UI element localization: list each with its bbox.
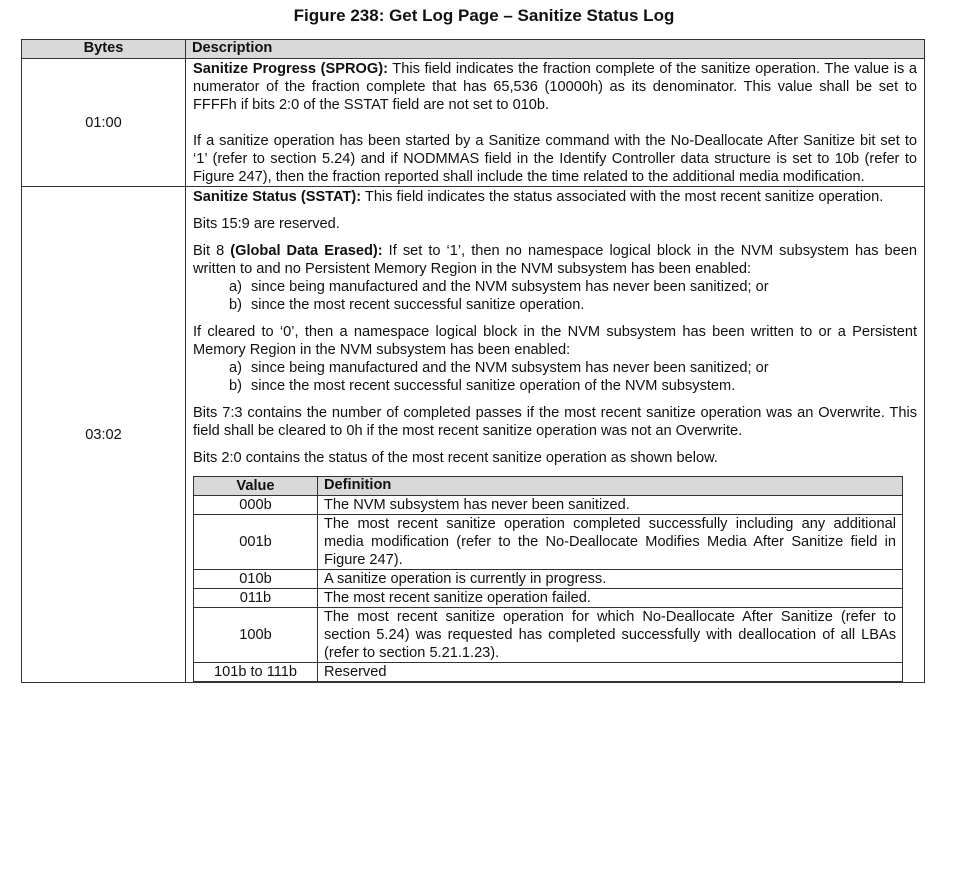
paragraph-text: This field indicates the fraction complete of the sanitize operation. The value is a numerator of the fraction complete that has 65,536 (10000h) as its denominator. This value shall be set to FFFFh if bits 2:0 of the SSTAT field are not set to 010b. [193,61,917,113]
value-cell: 011b [194,589,318,608]
table-row [22,187,925,683]
list-label: b) [229,297,242,313]
paragraph [193,242,917,278]
definition-cell: The most recent sanitize operation for which No-Deallocate After Sanitize (refer to section 5.24) was requested has completed successfully with deallocation of all LBAs (refer to section 5.21.1.23). [318,608,903,663]
list-label: a) [229,279,242,295]
sub-table-row [194,570,903,589]
sub-table-row [194,515,903,570]
table-row [22,59,925,187]
paragraph-text: If set to ‘1’, then no namespace logical block in the NVM subsystem has been written to and no Persistent Memory Region in the NVM subsystem has been enabled: [193,243,917,277]
list-text: since being manufactured and the NVM subsystem has never been sanitized; or [251,360,769,376]
sub-header-row [194,477,903,496]
description-cell [186,187,925,683]
sub-table-row [194,589,903,608]
value-cell: 001b [194,515,318,570]
value-cell: 100b [194,608,318,663]
list-item [229,377,917,395]
paragraph: If cleared to ‘0’, then a namespace logical block in the NVM subsystem has been written to or a Persistent Memory Region in the NVM subsystem has been enabled: [193,324,917,358]
list-text: since the most recent successful sanitize operation. [251,297,585,313]
definition-cell: Reserved [318,663,903,682]
status-value-table [193,476,903,682]
definition-cell: The most recent sanitize operation failed. [318,589,903,608]
bytes-cell: 01:00 [22,59,186,187]
field-name: Sanitize Status (SSTAT): [193,189,362,205]
list-text: since being manufactured and the NVM subsystem has never been sanitized; or [251,279,769,295]
paragraph [193,188,917,206]
paragraph: Bits 7:3 contains the number of completed passes if the most recent sanitize operation was an Overwrite. This field shall be cleared to 0h if the most recent sanitize operation was not an Overwrite. [193,405,917,439]
list-item [229,359,917,377]
condition-list [193,359,917,395]
field-name: (Global Data Erased): [230,243,383,259]
sanitize-status-log-table [21,39,925,683]
list-item [229,296,917,314]
list-label: b) [229,378,242,394]
definition-header: Definition [318,477,903,496]
sub-table-row [194,663,903,682]
condition-list [193,278,917,314]
paragraph-text: Bit 8 [193,243,231,259]
definition-cell: The NVM subsystem has never been sanitized. [318,496,903,515]
value-header: Value [194,477,318,496]
value-cell: 101b to 111b [194,663,318,682]
figure-title: Figure 238: Get Log Page – Sanitize Status Log [293,6,675,25]
description-cell [186,59,925,187]
list-label: a) [229,360,242,376]
value-cell: 010b [194,570,318,589]
bytes-cell: 03:02 [22,187,186,683]
paragraph-text: This field indicates the status associated with the most recent sanitize operation. [361,189,884,205]
definition-cell: A sanitize operation is currently in progress. [318,570,903,589]
bytes-header: Bytes [22,40,186,59]
sub-table-row [194,608,903,663]
header-row [22,40,925,59]
paragraph: Bits 15:9 are reserved. [193,216,340,232]
description-header: Description [186,40,925,59]
paragraph [193,60,917,114]
field-name: Sanitize Progress (SPROG): [193,61,388,77]
list-item [229,278,917,296]
list-text: since the most recent successful sanitize operation of the NVM subsystem. [251,378,736,394]
definition-cell: The most recent sanitize operation completed successfully including any additional media modification (refer to the No-Deallocate Modifies Media After Sanitize field in Figure 247). [318,515,903,570]
paragraph: Bits 2:0 contains the status of the most recent sanitize operation as shown below. [193,450,718,466]
paragraph: If a sanitize operation has been started by a Sanitize command with the No-Deallocate After Sanitize bit set to ‘1’ (refer to section 5.24) and if NODMMAS field in the Identify Controller data structure is set to 10b (refer to Figure 247), then the fraction reported shall include the time related to the additional media modification. [193,133,917,185]
sub-table-row [194,496,903,515]
value-cell: 000b [194,496,318,515]
